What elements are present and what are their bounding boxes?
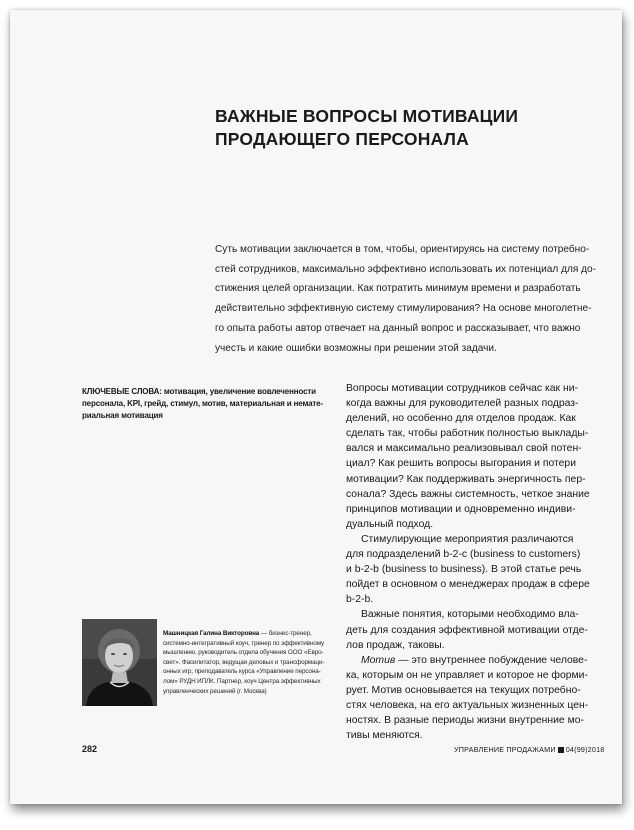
keywords-line: персонала, KPI, грейд, стимул, мотив, материальная и немате- <box>82 399 323 408</box>
body-line: вался и максимально реализовывал свой потен- <box>346 443 582 455</box>
title-line: ПРОДАЮЩЕГО ПЕРСОНАЛА <box>215 129 469 149</box>
body-line: мотивации? Как поддерживать энергичность пер- <box>346 473 586 485</box>
body-line: Стимулирующие мероприятия различаются <box>361 533 574 545</box>
body-line: циал? Как решить вопросы выгорания и потери <box>346 458 577 470</box>
author-bio-line: онных игр, преподаватель курса «Управление персона- <box>163 668 321 676</box>
article-body <box>346 381 606 743</box>
keywords-line: КЛЮЧЕВЫЕ СЛОВА: мотивация, увеличение вовлеченности <box>82 387 316 396</box>
body-line: стях человека, на его актуальных жизненных цен- <box>346 699 589 711</box>
author-bio <box>163 629 353 696</box>
term-motive: Мотив <box>361 654 396 666</box>
magazine-page <box>10 10 622 804</box>
journal-footer <box>454 745 604 754</box>
body-line <box>346 653 606 668</box>
square-separator-icon <box>558 747 564 753</box>
author-bio-line: лом» РУДН ИПЛК. Партнер, коуч Центра эффективных <box>163 677 321 685</box>
body-line: Вопросы мотивации сотрудников сейчас как ни- <box>346 383 578 394</box>
article-lead <box>215 240 597 358</box>
author-bio-line: мышлению, руководитель отдела обучения ООО «Евро- <box>163 649 324 657</box>
keywords-line: риальная мотивация <box>82 411 163 420</box>
journal-name: УПРАВЛЕНИЕ ПРОДАЖАМИ <box>454 745 556 754</box>
body-text: — это внутреннее побуждение челове- <box>395 654 588 666</box>
body-line: когда важны для руководителей разных подраз- <box>346 398 579 410</box>
lead-line: Суть мотивации заключается в том, чтобы, ориентируясь на систему потребно- <box>215 244 590 255</box>
body-line: ка, которым он не управляет и которое не форми- <box>346 669 588 681</box>
body-line: принципов мотивации и одновременно индиви- <box>346 503 576 515</box>
body-line: дуальный подход. <box>346 518 434 530</box>
author-name: Машницкая Галина Викторовна <box>163 630 260 637</box>
body-line: ностях. В разные периоды жизни внутренние мо- <box>346 715 584 727</box>
lead-line: го опыта работы автор отвечает на данный вопрос и рассказывает, что важно <box>215 322 581 334</box>
body-line: сонала? Здесь важны системность, четкое знание <box>346 488 590 500</box>
lead-line: действительно эффективную систему стимулирования? На основе многолетне- <box>215 303 592 315</box>
author-bio-line: системно-интегративный коуч, тренер по эффективному <box>163 639 325 647</box>
author-bio-text: — бизнес-тренер, <box>259 630 312 637</box>
body-line: деть для создания эффективной мотивации отде- <box>346 624 588 636</box>
body-line: пойдет в основном о менеджерах продаж в сфере <box>346 579 590 591</box>
author-portrait-image <box>82 619 157 706</box>
article-title <box>215 105 595 151</box>
author-bio-line <box>163 629 353 639</box>
body-line: рует. Мотив основывается на текущих потребно- <box>346 684 581 696</box>
page-number: 282 <box>82 744 98 754</box>
keywords-block <box>82 386 332 422</box>
body-line: тивы меняются. <box>346 730 423 742</box>
body-line: для подразделений b-2-c (business to customers) <box>346 549 581 561</box>
body-line: сделать так, чтобы работник полностью выклады- <box>346 428 589 440</box>
lead-line: стижения целей организации. Как потратить минимум времени и разработать <box>215 283 581 295</box>
author-bio-line: управленческих решений (г. Москва) <box>163 687 267 695</box>
author-photo <box>82 619 157 706</box>
body-line: Важные понятия, которыми необходимо вла- <box>361 609 579 621</box>
author-bio-line: свет». Фасилитатор, ведущая деловых и трансформаци- <box>163 658 325 666</box>
body-line: лов продаж, таковы. <box>346 639 445 651</box>
body-line: делений, но особенно для отделов продаж. Как <box>346 413 576 425</box>
lead-line: стей сотрудников, максимально эффективно использовать их потенциал для до- <box>215 263 597 275</box>
body-line: и b-2-b (business to business). В этой статье речь <box>346 564 582 576</box>
lead-line: учесть и какие ошибки возможны при решении этой задачи. <box>215 342 497 354</box>
journal-issue: 04(99)2018 <box>565 745 605 754</box>
title-line: ВАЖНЫЕ ВОПРОСЫ МОТИВАЦИИ <box>215 106 519 126</box>
body-line: b-2-b. <box>346 594 374 606</box>
